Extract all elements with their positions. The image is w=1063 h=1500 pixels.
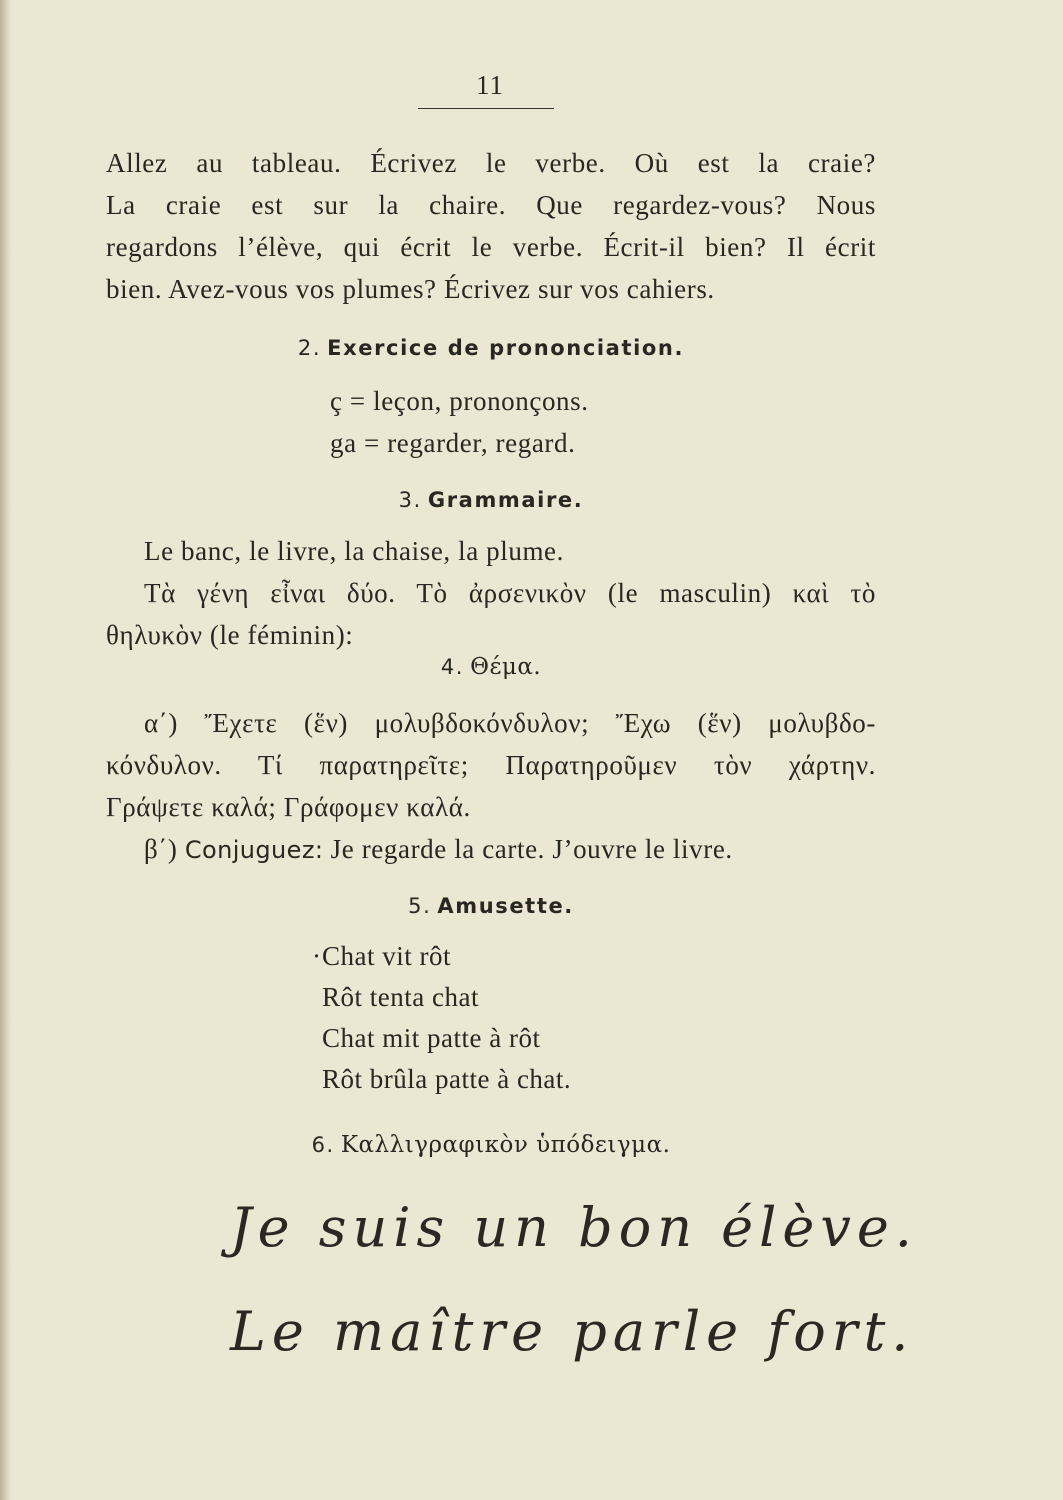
section-number: 6. — [311, 1133, 335, 1157]
intro-paragraph — [106, 142, 876, 310]
grammar-line: Le banc, le livre, la chaise, la plume. — [144, 536, 564, 566]
section-heading-calligraphy — [106, 1132, 876, 1158]
intro-line: bien. Avez-vous vos plumes? Écrivez sur vos cahiers. — [106, 274, 715, 304]
poem-line: Chat vit rôt — [322, 941, 451, 971]
theme-line: κόνδυλον. Τί παρατηρεῖτε; Παρατηροῦμεν τὸν χάρτην. — [106, 750, 876, 780]
grammar-line: θηλυκὸν (le féminin): — [106, 620, 354, 650]
section-title: Grammaire. — [427, 488, 584, 512]
pronunciation-examples — [330, 380, 730, 464]
theme-b-text: Je regarde la carte. J’ouvre le livre. — [323, 834, 733, 864]
section-title: Amusette. — [437, 894, 574, 918]
section-title: Θέμα. — [470, 654, 542, 680]
section-number: 2. — [297, 336, 322, 360]
calligraphy-line-1: Je suis un bon élève. — [230, 1196, 918, 1259]
poem-line: Rôt tenta chat — [322, 982, 479, 1012]
page-number-rule — [418, 108, 554, 109]
poem-line: Chat mit patte à rôt — [322, 1023, 541, 1053]
section-number: 3. — [398, 488, 422, 512]
theme-line: Γράψετε καλά; Γράφομεν καλά. — [106, 792, 471, 822]
section-title: Καλλιγραφικὸν ὑπόδειγμα. — [340, 1132, 671, 1158]
section-number: 4. — [440, 655, 465, 679]
theme-paragraph — [106, 702, 876, 871]
theme-b-label: β΄) — [144, 834, 185, 864]
poem-mark: · — [312, 941, 322, 971]
theme-conjugate-line — [106, 828, 876, 871]
section-heading-pronunciation — [106, 336, 876, 360]
intro-line: La craie est sur la chaire. Que regardez-vous? Nous — [106, 190, 876, 220]
poem-line: Rôt brûla patte à chat. — [322, 1064, 572, 1094]
conjuguez-label: Conjuguez: — [184, 836, 324, 864]
pronunciation-line: ç = leçon, prononçons. — [330, 386, 589, 416]
section-heading-theme — [106, 654, 876, 680]
calligraphy-line-2: Le maître parle fort. — [230, 1300, 915, 1363]
intro-line: Allez au tableau. Écrivez le verbe. Où est la craie? — [106, 148, 876, 178]
theme-line: α΄) Ἔχετε (ἕν) μολυβδοκόνδυλον; Ἔχω (ἕν) μολυβδο- — [144, 708, 876, 738]
section-heading-grammar — [106, 488, 876, 512]
amusette-poem — [312, 936, 572, 1100]
section-title: Exercice de prononciation. — [327, 336, 685, 360]
page-number: 11 — [476, 70, 504, 100]
pronunciation-line: ga = regarder, regard. — [330, 428, 576, 458]
section-heading-amusette — [106, 894, 876, 918]
grammar-line: Τὰ γένη εἶναι δύο. Τὸ ἀρσενικὸν (le masculin) καὶ τὸ — [144, 578, 876, 608]
grammar-paragraph — [106, 530, 876, 656]
intro-line: regardons l’élève, qui écrit le verbe. Écrit-il bien? Il écrit — [106, 232, 876, 262]
section-number: 5. — [408, 894, 432, 918]
